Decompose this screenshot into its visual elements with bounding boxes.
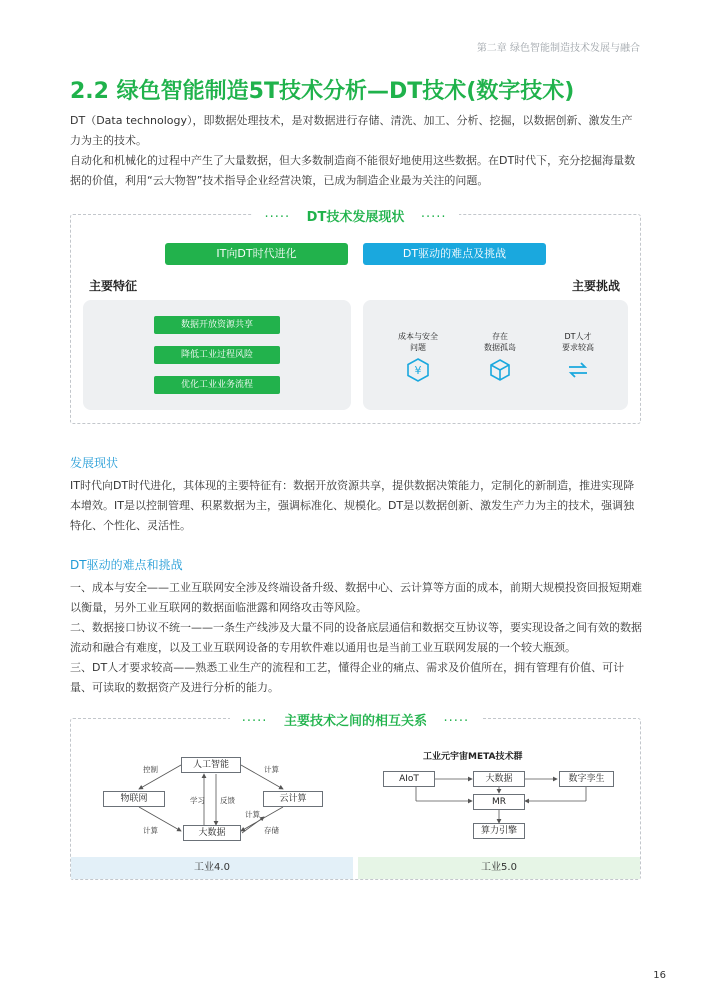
svg-text:¥: ¥: [414, 364, 422, 377]
label-compute: 计算: [264, 765, 279, 774]
industry-5-label: 工业5.0: [358, 857, 640, 879]
section-heading-status: 发展现状: [70, 456, 119, 470]
feature-item: 数据开放资源共享: [154, 316, 280, 334]
it-to-dt-button: IT向DT时代进化: [165, 243, 348, 265]
node-compute-engine: 算力引擎: [473, 823, 525, 839]
challenge-label: DT人才 要求较高: [562, 332, 594, 352]
tech-relation-title: ····· 主要技术之间的相互关系 ·····: [71, 710, 640, 729]
industry-4-label: 工业4.0: [71, 857, 353, 879]
dt-status-box: [70, 210, 641, 424]
section-status-text: IT时代向DT时代进化，其体现的主要特征有：数据开放资源共享，提供数据决策能力，定制化的新制造，推进实现降本增效。IT是以控制管理、积累数据为主，强调标准化、规模化。DT是以数据创新、激发生产力为主的技术，强调独特化、个性化、灵活性。: [70, 479, 635, 532]
node-ai: 人工智能: [181, 757, 241, 773]
node-cloud: 云计算: [263, 791, 323, 807]
main-features-heading: 主要特征: [89, 279, 138, 293]
intro-paragraph-1: DT（Data technology），即数据处理技术，是对数据进行存储、清洗、加工、分析、挖掘，以数据创新、激发生产力为主的技术。: [70, 114, 633, 147]
label-store: 存储: [264, 826, 279, 835]
challenge-paragraph-1: 一、成本与安全——工业互联网安全涉及终端设备升级、数据中心、云计算等方面的成本，前期大规模投资回报短期难以衡量，另外工业互联网的数据面临泄露和网络攻击等风险。: [70, 581, 642, 614]
challenges-panel: [363, 300, 628, 410]
label-control: 控制: [143, 765, 158, 774]
label-learn: 学习: [190, 796, 205, 805]
features-panel: [83, 300, 351, 410]
dt-status-title: ····· DT技术发展现状 ·····: [71, 206, 640, 225]
node-aiot: AIoT: [383, 771, 435, 787]
chapter-header: 第二章 绿色智能制造技术发展与融合: [476, 43, 640, 54]
challenge-label: 存在 数据孤岛: [484, 332, 516, 352]
section-heading-challenges: DT驱动的难点和挑战: [70, 558, 183, 572]
label-compute: 计算: [245, 810, 260, 819]
node-bigdata: 大数据: [183, 825, 241, 841]
main-challenges-heading: 主要挑战: [571, 279, 620, 293]
page-title: 2.2 绿色智能制造5T技术分析—DT技术(数字技术): [70, 79, 575, 104]
yen-hexagon-icon: [406, 358, 430, 382]
node-iot: 物联网: [103, 791, 165, 807]
feature-item: 降低工业过程风险: [154, 346, 280, 364]
node-digital-twin: 数字孪生: [559, 771, 614, 787]
tech-relation-box: [70, 714, 641, 880]
swap-arrows-icon: [566, 358, 590, 382]
page-number: 16: [653, 970, 666, 981]
node-mr: MR: [473, 794, 525, 810]
label-compute: 计算: [143, 826, 158, 835]
meta-tech-heading: 工业元宇宙META技术群: [423, 752, 523, 762]
intro-paragraph-2: 自动化和机械化的过程中产生了大量数据，但大多数制造商不能很好地使用这些数据。在DT时代下，充分挖掘海量数据的价值，利用“云大物智”技术指导企业经营决策，已成为制造企业最为关注的问题。: [70, 154, 636, 187]
cube-icon: [488, 358, 512, 382]
feature-item: 优化工业业务流程: [154, 376, 280, 394]
dt-challenge-button: DT驱动的难点及挑战: [363, 243, 546, 265]
challenge-paragraph-3: 三、DT人才要求较高——熟悉工业生产的流程和工艺，懂得企业的痛点、需求及价值所在，拥有管理有价值、可计量、可读取的数据资产及进行分析的能力。: [70, 661, 625, 694]
label-feedback: 反馈: [220, 796, 235, 805]
challenge-label: 成本与安全 问题: [398, 332, 438, 352]
challenge-paragraph-2: 二、数据接口协议不统一——一条生产线涉及大量不同的设备底层通信和数据交互协议等，要实现设备之间有效的数据流动和融合有难度，以及工业互联网设备的专用软件难以通用也是当前工业互联网发展的一个较大瓶颈。: [70, 621, 642, 654]
node-bigdata-meta: 大数据: [473, 771, 525, 787]
